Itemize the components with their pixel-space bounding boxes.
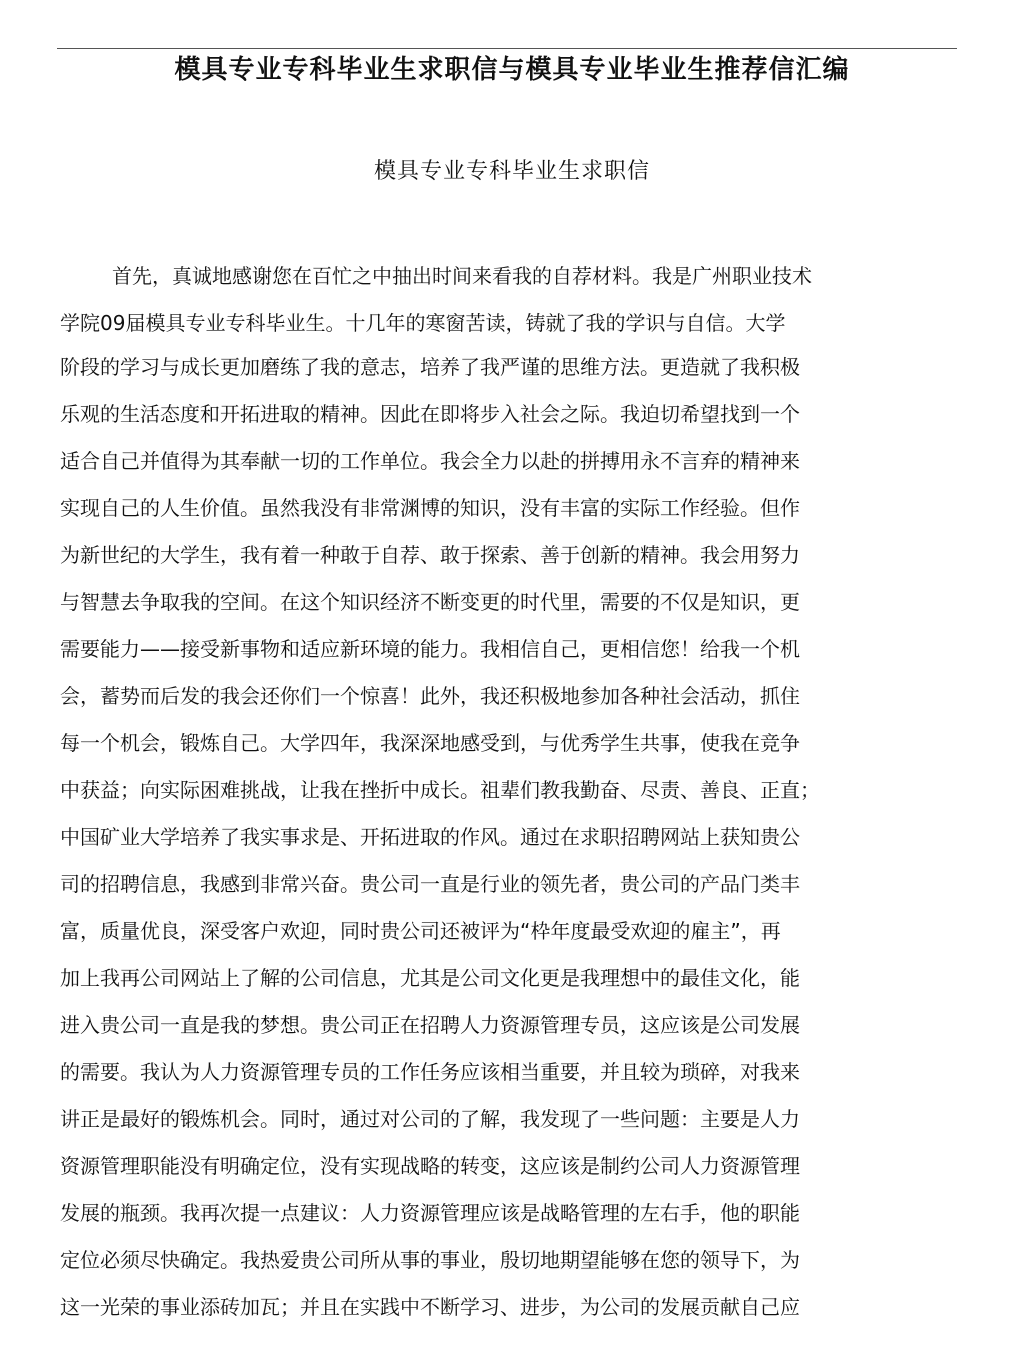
paragraph-line: 这一光荣的事业添砖加瓦；并且在实践中不断学习、进步，为公司的发展贡献自己应 — [60, 1295, 800, 1319]
paragraph-line: 定位必须尽快确定。我热爱贵公司所从事的事业，殷切地期望能够在您的领导下，为 — [60, 1248, 800, 1272]
paragraph-line: 为新世纪的大学生，我有着一种敢于自荐、敢于探索、善于创新的精神。我会用努力 — [60, 543, 800, 567]
paragraph-line: 的需要。我认为人力资源管理专员的工作任务应该相当重要，并且较为琐碎，对我来 — [60, 1060, 800, 1084]
paragraph-line: 实现自己的人生价值。虽然我没有非常渊博的知识，没有丰富的实际工作经验。但作 — [60, 496, 800, 520]
paragraph-line: 讲正是最好的锻炼机会。同时，通过对公司的了解，我发现了一些问题：主要是人力 — [60, 1107, 800, 1131]
paragraph-line: 富，质量优良，深受客户欢迎，同时贵公司还被评为“枠年度最受欢迎的雇主”，再 — [60, 919, 781, 943]
paragraph-line: 首先，真诚地感谢您在百忙之中抽出时间来看我的自荐材料。我是广州职业技术 — [112, 264, 812, 288]
letter-body — [60, 258, 960, 1336]
paragraph-line: 适合自己并值得为其奉献一切的工作单位。我会全力以赴的拼搏用永不言弃的精神来 — [60, 449, 800, 473]
paragraph-line: 每一个机会，锻炼自己。大学四年，我深深地感受到，与优秀学生共事，使我在竞争 — [60, 731, 800, 755]
paragraph-line: 会，蓄势而后发的我会还你们一个惊喜！此外，我还积极地参加各种社会活动，抓住 — [60, 684, 800, 708]
paragraph-line: 阶段的学习与成长更加磨练了我的意志，培养了我严谨的思维方法。更造就了我积极 — [60, 355, 800, 379]
paragraph-line: 进入贵公司一直是我的梦想。贵公司正在招聘人力资源管理专员，这应该是公司发展 — [60, 1013, 800, 1037]
paragraph-line: 乐观的生活态度和开拓进取的精神。因此在即将步入社会之际。我迫切希望找到一个 — [60, 402, 800, 426]
paragraph-line: 发展的瓶颈。我再次提一点建议：人力资源管理应该是战略管理的左右手，他的职能 — [60, 1201, 800, 1225]
paragraph-line: 资源管理职能没有明确定位，没有实现战略的转变，这应该是制约公司人力资源管理 — [60, 1154, 800, 1178]
paragraph-line: 中国矿业大学培养了我实事求是、开拓进取的作风。通过在求职招聘网站上获知贵公 — [60, 825, 800, 849]
paragraph-line: 加上我再公司网站上了解的公司信息，尤其是公司文化更是我理想中的最佳文化，能 — [60, 966, 800, 990]
section-title: 模具专业专科毕业生求职信 — [373, 159, 650, 184]
header-rule — [57, 48, 957, 49]
paragraph-line: 司的招聘信息，我感到非常兴奋。贵公司一直是行业的领先者，贵公司的产品门类丰 — [60, 872, 800, 896]
paragraph-line: 中获益；向实际困难挑战，让我在挫折中成长。祖辈们教我勤奋、尽责、善良、正直； — [60, 778, 820, 802]
paragraph-line: 学院09届模具专业专科毕业生。十几年的寒窗苦读，铸就了我的学识与自信。大学 — [60, 311, 786, 335]
paragraph-line: 与智慧去争取我的空间。在这个知识经济不断变更的时代里，需要的不仅是知识，更 — [60, 590, 800, 614]
document-title: 模具专业专科毕业生求职信与模具专业毕业生推荐信汇编 — [174, 55, 850, 85]
paragraph-line: 需要能力——接受新事物和适应新环境的能力。我相信自己，更相信您！给我一个机 — [60, 637, 800, 661]
